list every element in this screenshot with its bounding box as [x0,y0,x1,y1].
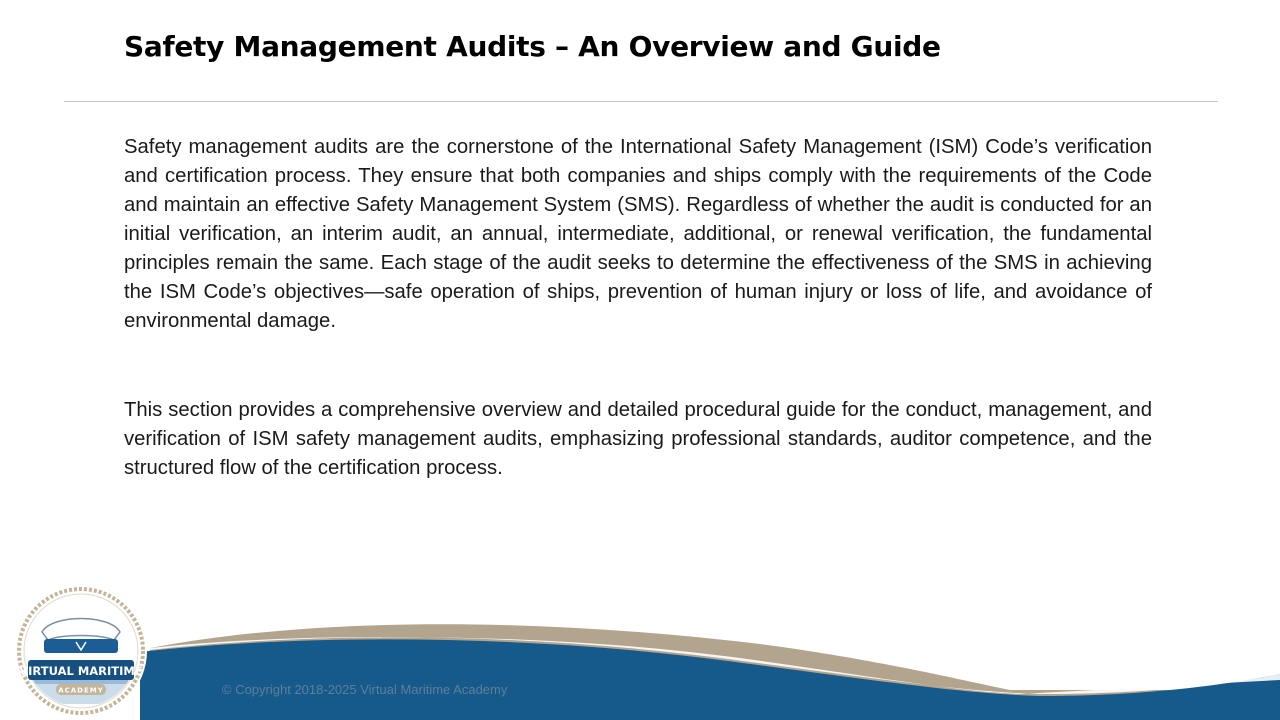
logo-name-text: VIRTUAL MARITIME [19,664,143,678]
logo-sub-text: ACADEMY [58,686,104,695]
body-paragraph-2: This section provides a comprehensive overview and detailed procedural guide for the conduct, management, and verification of ISM safety management audits, emphasizing professional standards, auditor competence, and the structured flow of the certification process. [124,399,1152,479]
virtual-maritime-academy-logo [14,584,148,718]
title-divider [64,101,1218,102]
copyright-text: © Copyright 2018-2025 Virtual Maritime Academy [222,682,508,697]
slide-title: Safety Management Audits – An Overview and Guide [124,30,941,63]
footer-wave [0,600,1280,720]
body-paragraph-1: Safety management audits are the cornerstone of the International Safety Management (ISM) Code’s verification and certification process. They ensure that both companies and ships comply with the requirements of the Code and maintain an effective Safety Management System (SMS). Regardless of whether the audit is conducted for an initial verification, an interim audit, an annual, intermediate, additional, or renewal verification, the fundamental principles remain the same. Each stage of the audit seeks to determine the effectiveness of the SMS in achieving the ISM Code’s objectives—safe operation of ships, prevention of human injury or loss of life, and avoidance of environmental damage. [124,136,1152,332]
